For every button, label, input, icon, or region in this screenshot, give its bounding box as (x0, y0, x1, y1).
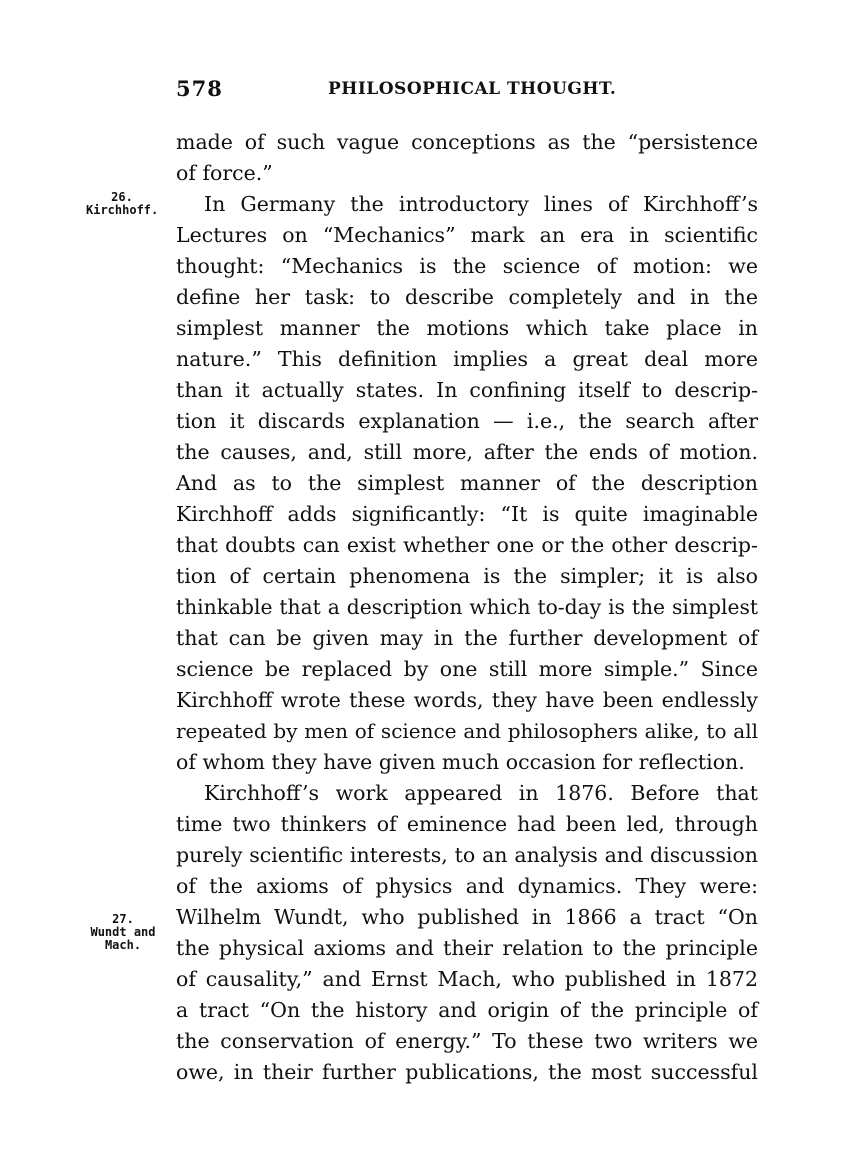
text-line: purely scientific interests, to an analysis and discussion (176, 843, 758, 867)
sidenote-label: Kirchhoff. (86, 203, 159, 217)
sidenote-number: 26. (111, 190, 133, 204)
text-line: nature.” This definition implies a great deal more (176, 347, 758, 371)
text-line: the causes, and, still more, after the ends of motion. (176, 440, 758, 464)
sidenote-label: Wundt and (90, 925, 156, 939)
text-line: of causality,” and Ernst Mach, who published in 1872 (176, 967, 758, 991)
text-line: science be replaced by one still more simple.” Since (176, 657, 758, 681)
text-line: thinkable that a description which to-day is the simplest (176, 595, 758, 619)
text-line: of the axioms of physics and dynamics. They were: (176, 874, 758, 898)
text-line: simplest manner the motions which take place in (176, 316, 758, 340)
text-line: that can be given may in the further development of (176, 626, 758, 650)
text-line: time two thinkers of eminence had been led, through (176, 812, 758, 836)
text-line: tion it discards explanation — i.e., the search after (176, 409, 758, 433)
text-line: Kirchhoff’s work appeared in 1876. Before that (204, 781, 758, 805)
text-line: of force.” (176, 161, 273, 185)
text-line: Wilhelm Wundt, who published in 1866 a tract “On (176, 905, 758, 929)
sidenote-label-continued: Mach. (104, 938, 142, 952)
text-line: a tract “On the history and origin of the principle of (176, 998, 758, 1022)
text-line: In Germany the introductory lines of Kirchhoff’s (204, 192, 758, 216)
text-line: made of such vague conceptions as the “persistence (176, 130, 758, 154)
text-line: than it actually states. In confining itself to descrip- (176, 378, 758, 402)
text-line: that doubts can exist whether one or the other descrip- (176, 533, 758, 557)
sidenote-wundt-mach (86, 913, 160, 952)
text-line: And as to the simplest manner of the description (176, 471, 758, 495)
text-line: thought: “Mechanics is the science of motion: we (176, 254, 758, 278)
sidenote-number: 27. (112, 912, 134, 926)
sidenote-kirchhoff (86, 191, 158, 217)
text-line: the physical axioms and their relation to the principle (176, 936, 758, 960)
text-line: the conservation of energy.” To these two writers we (176, 1029, 758, 1053)
text-line: repeated by men of science and philosophers alike, to all (176, 719, 758, 743)
text-line: owe, in their further publications, the most successful (176, 1060, 758, 1084)
text-line: define her task: to describe completely and in the (176, 285, 758, 309)
page-number: 578 (176, 76, 223, 101)
text-line: of whom they have given much occasion for reflection. (176, 750, 745, 774)
running-head: PHILOSOPHICAL THOUGHT. (328, 79, 617, 99)
text-line: Lectures on “Mechanics” mark an era in scientific (176, 223, 758, 247)
body-text (176, 127, 758, 1088)
text-line: Kirchhoff adds significantly: “It is quite imaginable (176, 502, 758, 526)
text-line: Kirchhoff wrote these words, they have been endlessly (176, 688, 758, 712)
text-line: tion of certain phenomena is the simpler; it is also (176, 564, 758, 588)
